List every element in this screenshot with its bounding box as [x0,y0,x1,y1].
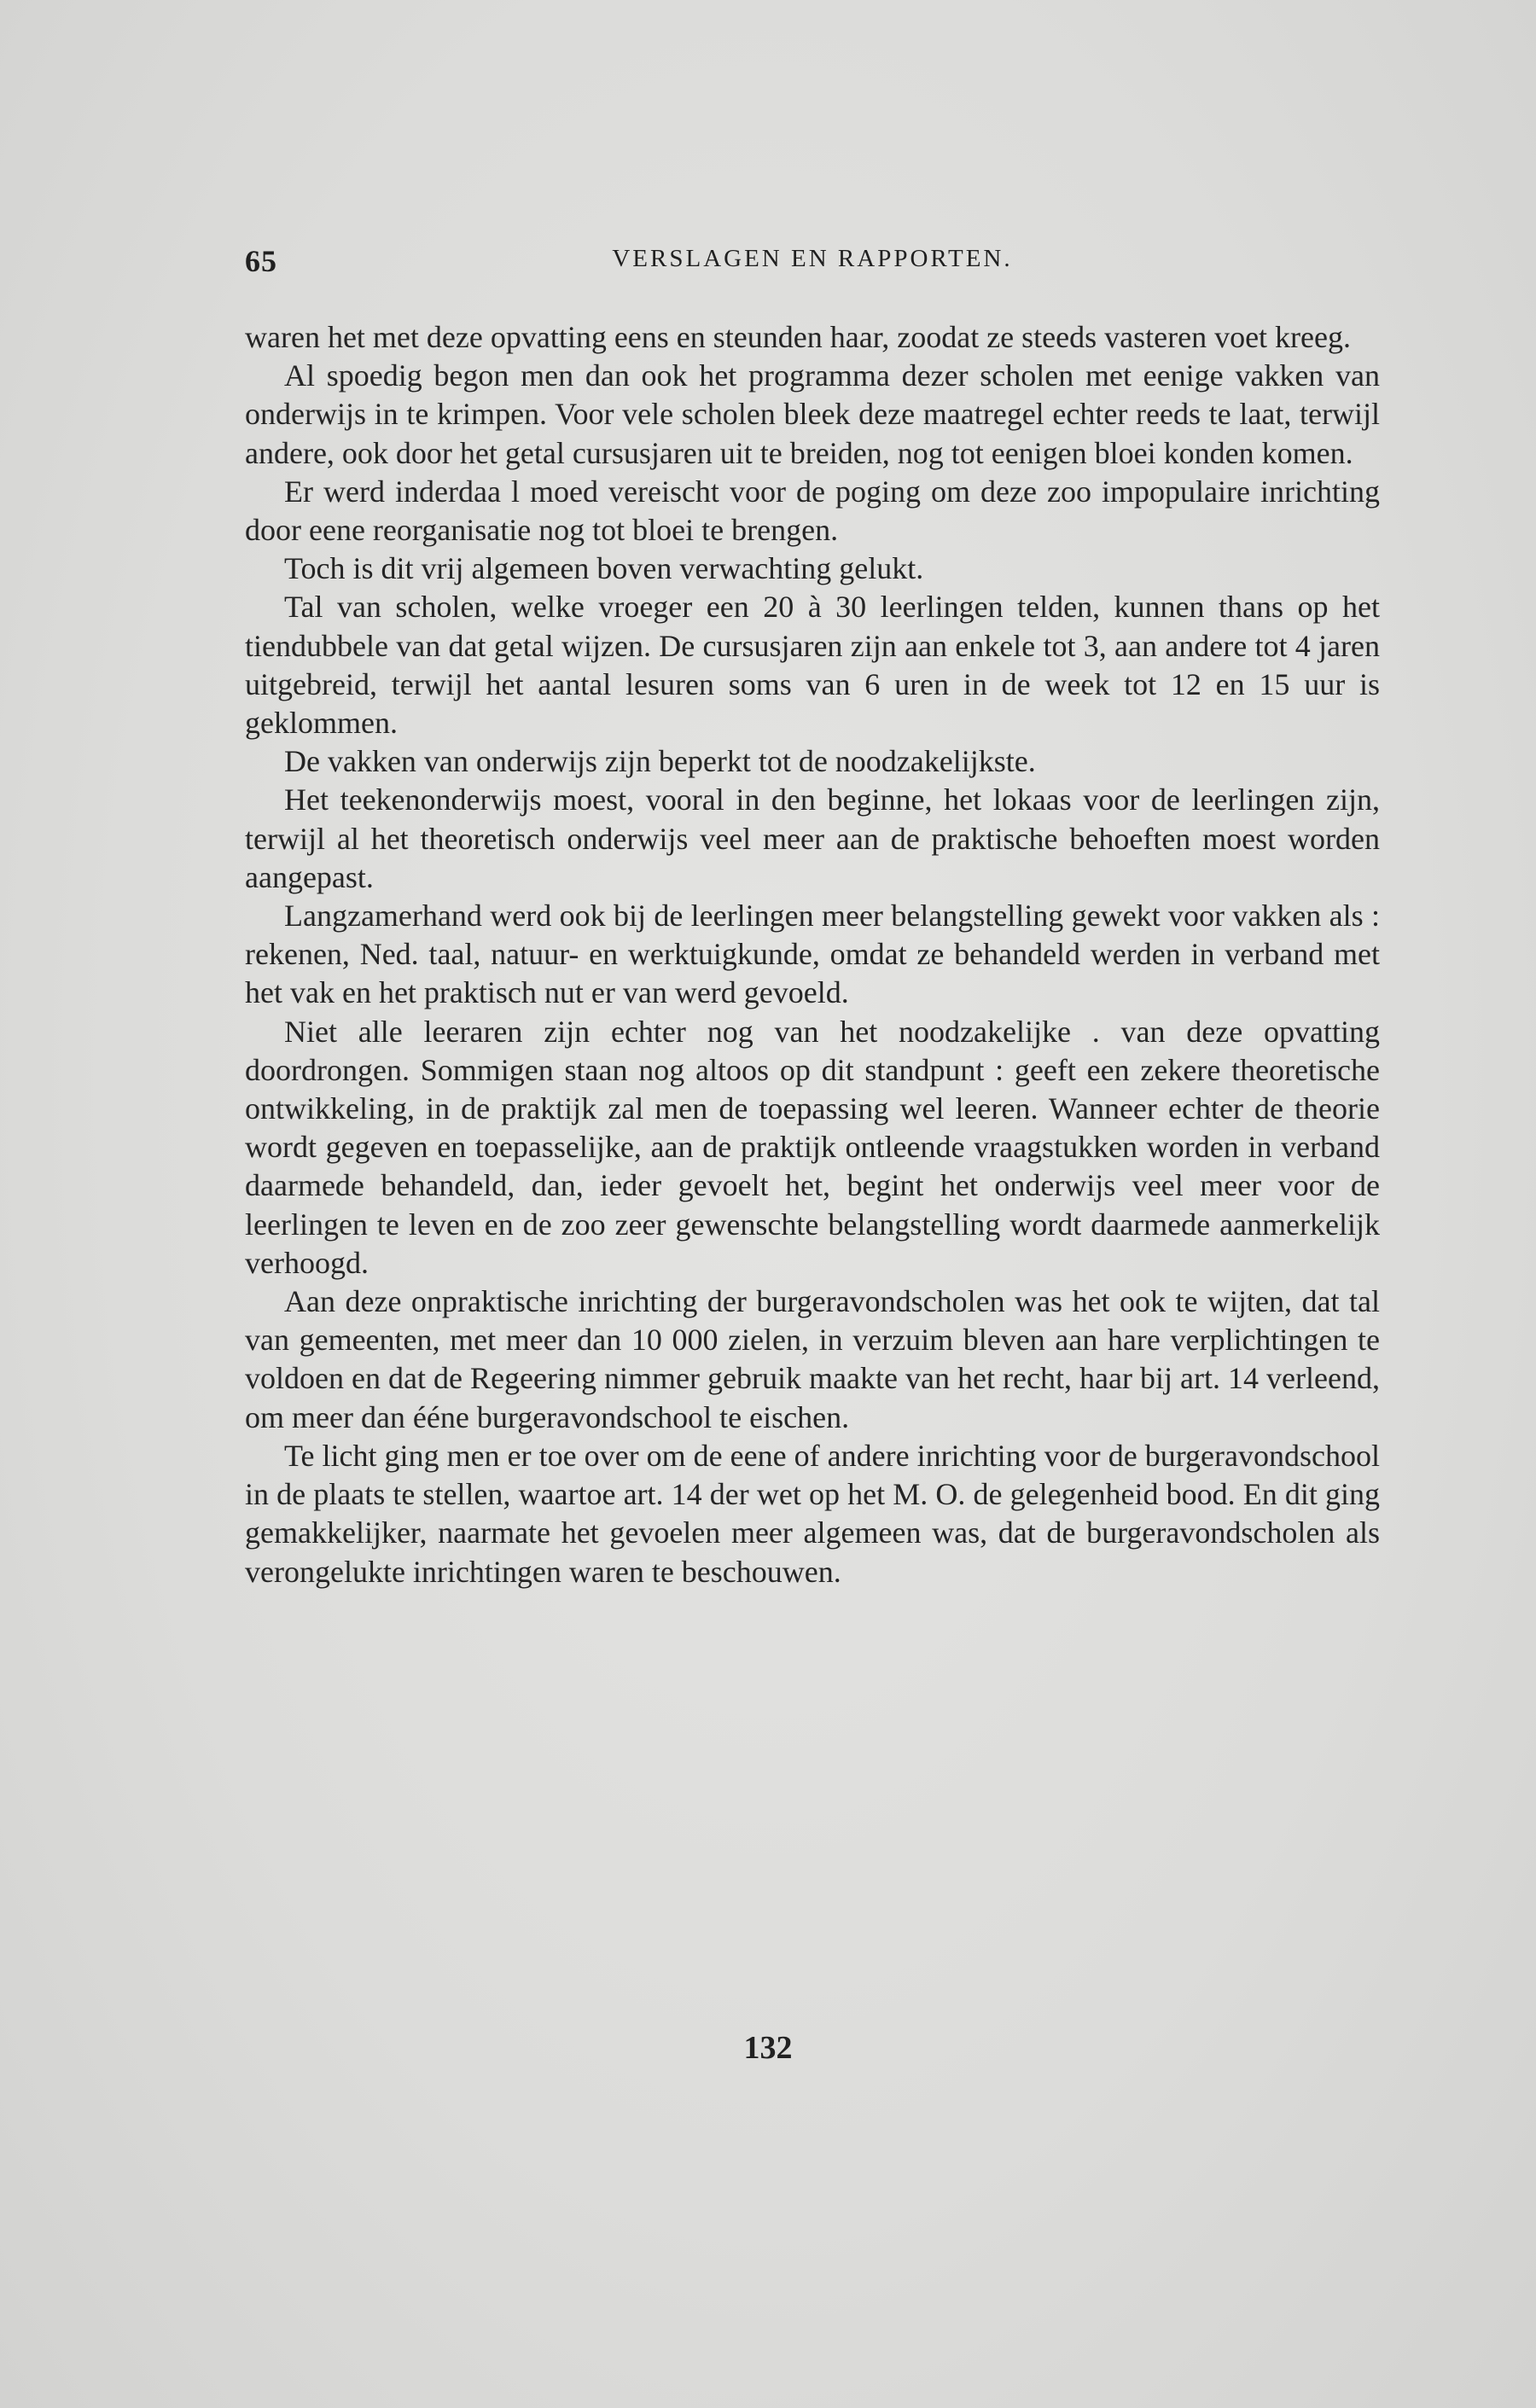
paragraph: Toch is dit vrij algemeen boven verwachting gelukt. [284,551,924,586]
paragraph: Niet alle leeraren zijn echter nog van het noodzakelijke . van deze opvatting doordrongen. Sommigen staan nog altoos op dit standpunt : geeft een zekere theoretische ontwikkeling, in de praktijk zal men de toepassing wel leeren. Wanneer echter de theorie wordt gegeven en toepasselijke, aan de praktijk ontleende vraagstukken worden in verband daarmede behandeld, dan, ieder gevoelt het, begint het onderwijs veel meer voor de leerlingen te leven en de zoo zeer gewenschte belangstelling wordt daarmede aanmerkelijk verhoogd. [245,1014,1380,1280]
paragraph: Langzamerhand werd ook bij de leerlingen meer belangstelling gewekt voor vakken als : rekenen, Ned. taal, natuur- en werktuigkunde, omdat ze behandeld werden in verband met het vak en het praktisch nut er van werd gevoeld. [245,899,1380,1010]
running-title: VERSLAGEN EN RAPPORTEN. [612,245,1013,272]
body-text [245,318,1380,1591]
paragraph: Aan deze onpraktische inrichting der burgeravondscholen was het ook te wijten, dat tal van gemeenten, met meer dan 10 000 zielen, in verzuim bleven aan hare verplichtingen te voldoen en dat de Regeering nimmer gebruik maakte van het recht, haar bij art. 14 verleend, om meer dan ééne burgeravondschool te eischen. [245,1284,1380,1434]
running-head [245,243,1380,286]
folio-number: 65 [245,244,277,278]
paragraph: waren het met deze opvatting eens en steunden haar, zoodat ze steeds vasteren voet kreeg. [245,320,1351,354]
paragraph: Al spoedig begon men dan ook het programma dezer scholen met eenige vakken van onderwijs in te krimpen. Voor vele scholen bleek deze maatregel echter reeds te laat, terwijl andere, ook door het getal cursusjaren uit te breiden, nog tot eenigen bloei konden komen. [245,358,1380,470]
paragraph: De vakken van onderwijs zijn beperkt tot de noodzakelijkste. [284,744,1036,779]
paragraph: Het teekenonderwijs moest, vooral in den beginne, het lokaas voor de leerlingen zijn, terwijl al het theoretisch onderwijs veel meer aan de praktische behoeften moest worden aangepast. [245,782,1380,894]
paragraph: Te licht ging men er toe over om de eene of andere inrichting voor de burgeravondschool in de plaats te stellen, waartoe art. 14 der wet op het M. O. de gelegenheid bood. En dit ging gemakkelijker, naarmate het gevoelen meer algemeen was, dat de burgeravondscholen als verongelukte inrichtingen waren te beschouwen. [245,1438,1380,1589]
paragraph: Tal van scholen, welke vroeger een 20 à 30 leerlingen telden, kunnen thans op het tiendubbele van dat getal wijzen. De cursusjaren zijn aan enkele tot 3, aan andere tot 4 jaren uitgebreid, terwijl het aantal lesuren soms van 6 uren in de week tot 12 en 15 uur is geklommen. [245,590,1380,741]
paragraph: Er werd inderdaa l moed vereischt voor de poging om deze zoo impopulaire inrichting door eene reorganisatie nog tot bloei te brengen. [245,474,1380,548]
page-number: 132 [743,2030,793,2066]
